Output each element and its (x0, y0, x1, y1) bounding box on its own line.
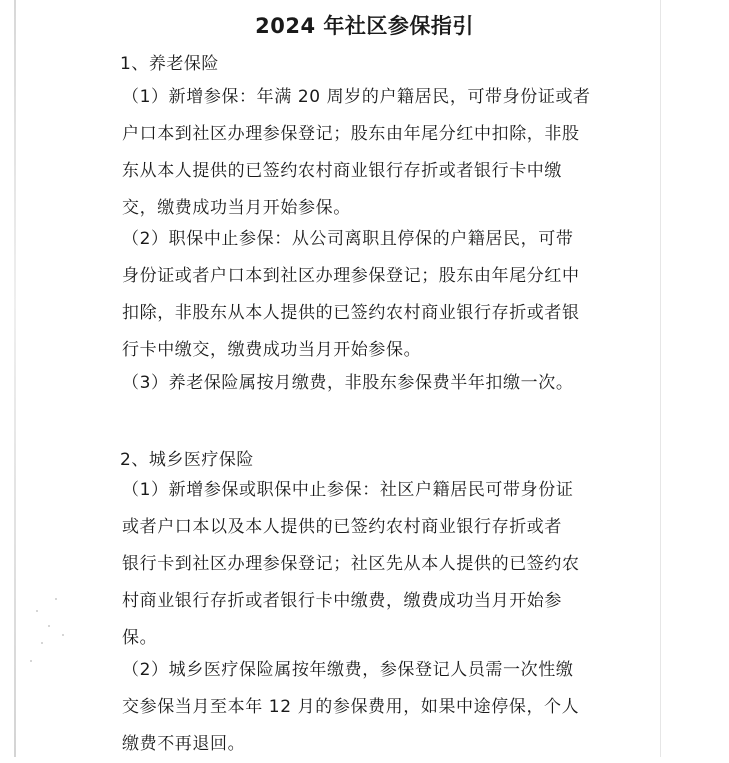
text-line: 交参保当月至本年 12 月的参保费用，如果中途停保，个人 (122, 697, 580, 717)
text-line: （1）新增参保：年满 20 周岁的户籍居民，可带身份证或者 (122, 87, 591, 107)
paragraph-pension-resume (122, 221, 582, 369)
text-line: 交，缴费成功当月开始参保。 (122, 198, 351, 218)
text-line: 村商业银行存折或者银行卡中缴费，缴费成功当月开始参 (122, 591, 562, 611)
text-line: 或者户口本以及本人提供的已签约农村商业银行存折或者 (122, 517, 562, 537)
text-line: 保。 (122, 628, 158, 648)
text-line: 缴费不再退回。 (122, 734, 246, 754)
scan-speckle (36, 610, 38, 612)
section-heading-pension: 1、养老保险 (120, 54, 219, 74)
paragraph-medical-annual (122, 652, 582, 763)
text-line: （2）职保中止参保：从公司离职且停保的户籍居民，可带 (122, 229, 574, 249)
scan-speckle (55, 598, 57, 600)
text-line: 行卡中缴交，缴费成功当月开始参保。 (122, 340, 422, 360)
scan-speckle (48, 625, 50, 627)
text-line: （2）城乡医疗保险属按年缴费，参保登记人员需一次性缴 (122, 660, 574, 680)
scan-speckle (62, 634, 64, 636)
paragraph-pension-new-enrollment (122, 79, 591, 227)
document-title: 2024 年社区参保指引 (255, 14, 474, 38)
text-line: （3）养老保险属按月缴费，非股东参保费半年扣缴一次。 (122, 373, 574, 393)
paragraph-medical-enrollment (122, 472, 582, 657)
text-line: 银行卡到社区办理参保登记；社区先从本人提供的已签约农 (122, 554, 580, 574)
text-line: 东从本人提供的已签约农村商业银行存折或者银行卡中缴 (122, 161, 562, 181)
scan-speckle (30, 660, 32, 662)
text-line: 扣除，非股东从本人提供的已签约农村商业银行存折或者银 (122, 303, 580, 323)
section-heading-medical: 2、城乡医疗保险 (120, 450, 254, 470)
paragraph-pension-monthly (122, 365, 582, 402)
text-line: 身份证或者户口本到社区办理参保登记；股东由年尾分红中 (122, 266, 580, 286)
text-line: 户口本到社区办理参保登记；股东由年尾分红中扣除，非股 (122, 124, 580, 144)
text-line: （1）新增参保或职保中止参保：社区户籍居民可带身份证 (122, 480, 574, 500)
scan-speckle (41, 642, 43, 644)
